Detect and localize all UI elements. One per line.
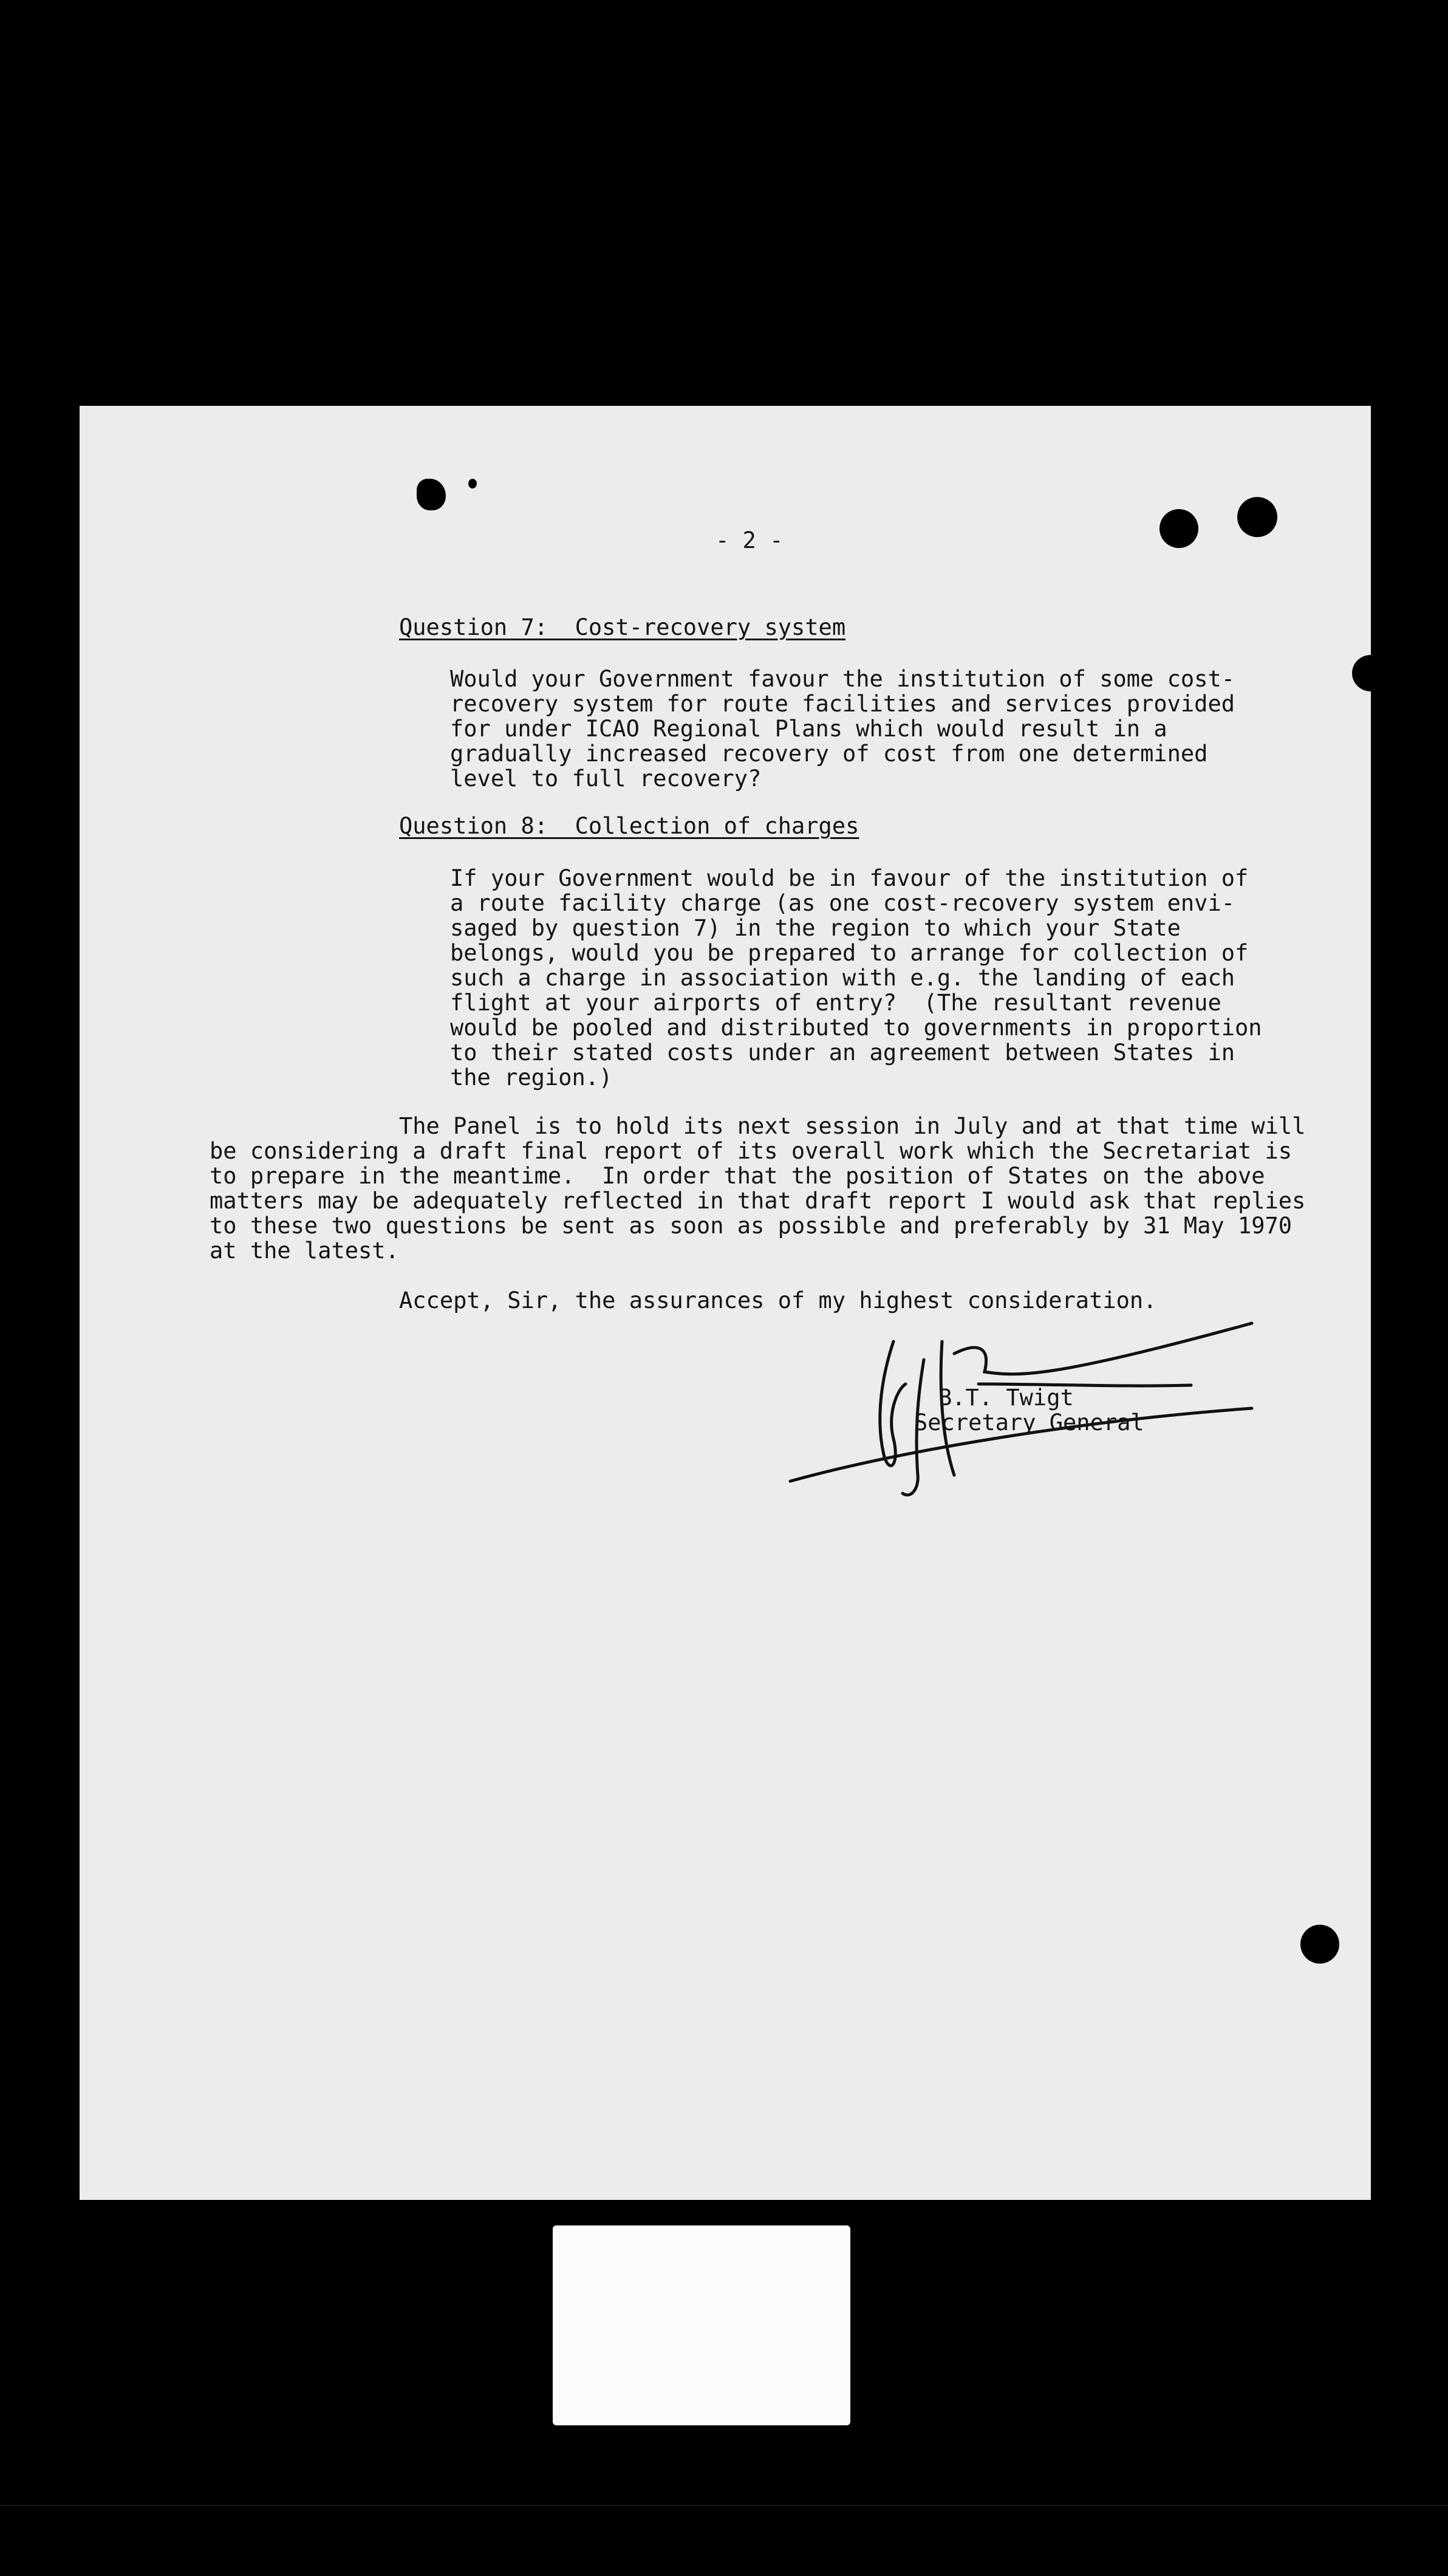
page-number: - 2 - bbox=[715, 527, 784, 553]
closing-line: Accept, Sir, the assurances of my highest consideration. bbox=[399, 1287, 1157, 1314]
question-8-line: saged by question 7) in the region to which your State bbox=[450, 915, 1181, 941]
question-8-line: belongs, would you be prepared to arrange for collection of bbox=[450, 940, 1249, 966]
paragraph-line: The Panel is to hold its next session in July and at that time will bbox=[399, 1113, 1306, 1139]
ink-blot bbox=[417, 479, 446, 510]
paragraph-line: to these two questions be sent as soon as possible and preferably by 31 May 1970 bbox=[210, 1213, 1293, 1239]
ink-blot bbox=[468, 479, 477, 488]
punch-hole bbox=[1352, 655, 1390, 691]
paragraph-line: matters may be adequately reflected in that draft report I would ask that replies bbox=[210, 1188, 1306, 1214]
blank-label-card bbox=[553, 2225, 850, 2425]
document-page bbox=[80, 406, 1371, 2200]
question-7-line: recovery system for route facilities and services provided bbox=[450, 691, 1235, 717]
question-8-line: If your Government would be in favour of the institution of bbox=[450, 865, 1249, 891]
question-7-line: gradually increased recovery of cost from one determined bbox=[450, 741, 1208, 767]
paragraph-line: to prepare in the meantime. In order that the position of States on the above bbox=[210, 1163, 1265, 1189]
question-8-line: a route facility charge (as one cost-recovery system envi- bbox=[450, 890, 1235, 916]
signature-block bbox=[873, 1386, 1144, 1435]
question-8-line: such a charge in association with e.g. the landing of each bbox=[450, 965, 1235, 991]
question-8-line: the region.) bbox=[450, 1064, 613, 1091]
paragraph-line: be considering a draft final report of its overall work which the Secretariat is bbox=[210, 1138, 1293, 1164]
signatory-name: B.T. Twigt bbox=[938, 1385, 1074, 1411]
bottom-rule bbox=[0, 2505, 1448, 2506]
punch-hole bbox=[1159, 509, 1198, 548]
question-7-line: Would your Government favour the institution of some cost- bbox=[450, 666, 1235, 692]
punch-hole bbox=[1300, 1925, 1339, 1964]
question-7-line: level to full recovery? bbox=[450, 766, 762, 792]
signatory-title: Secretary General bbox=[914, 1409, 1144, 1436]
question-8-line: would be pooled and distributed to governments in proportion bbox=[450, 1015, 1262, 1041]
question-7-line: for under ICAO Regional Plans which would result in a bbox=[450, 716, 1167, 742]
paragraph-line: at the latest. bbox=[210, 1238, 399, 1264]
question-7-heading: Question 7: Cost-recovery system bbox=[399, 614, 846, 640]
question-8-heading: Question 8: Collection of charges bbox=[399, 813, 859, 839]
punch-hole bbox=[1237, 497, 1277, 537]
question-8-line: flight at your airports of entry? (The resultant revenue bbox=[450, 990, 1221, 1016]
question-8-line: to their stated costs under an agreement between States in bbox=[450, 1040, 1235, 1066]
